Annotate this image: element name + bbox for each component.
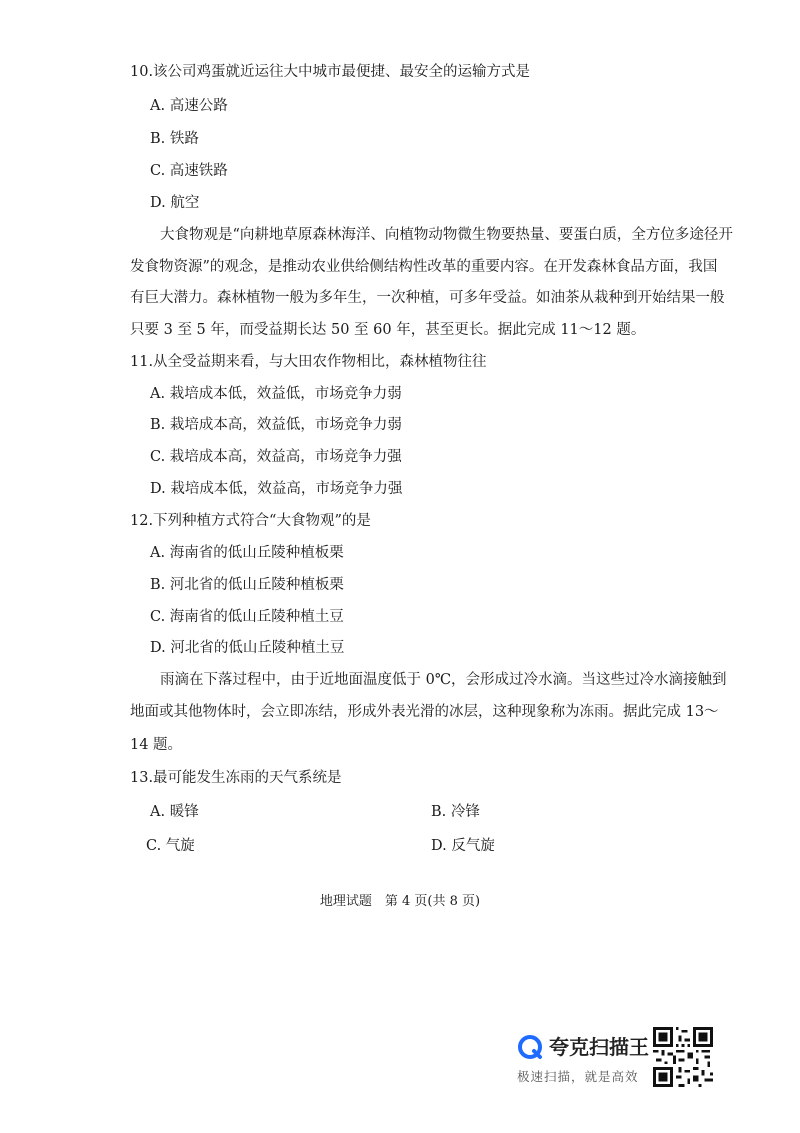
question-11-option-d: D. 栽培成本低，效益高，市场竞争力强	[150, 481, 403, 497]
question-13-option-d: D. 反气旋	[431, 838, 495, 854]
scanner-watermark	[505, 1021, 725, 1099]
question-13-option-c: C. 气旋	[146, 838, 195, 854]
passage-2-line-3: 14 题。	[130, 737, 183, 753]
question-13-option-b: B. 冷锋	[431, 804, 480, 820]
question-10-stem: 10.该公司鸡蛋就近运往大中城市最便捷、最安全的运输方式是	[130, 64, 531, 80]
passage-2-line-2: 地面或其他物体时，会立即冻结，形成外表光滑的冰层，这种现象称为冻雨。据此完成 13～	[130, 704, 719, 720]
question-10-option-d: D. 航空	[150, 195, 200, 211]
question-10-option-c: C. 高速铁路	[150, 163, 228, 179]
passage-1-line-4: 只要 3 至 5 年，而受益期长达 50 至 60 年，甚至更长。据此完成 11～12 题。	[130, 322, 646, 338]
page-footer: 地理试题 第 4 页(共 8 页)	[319, 894, 481, 909]
question-11-stem: 11.从全受益期来看，与大田农作物相比，森林植物往往	[130, 354, 487, 370]
question-12-option-a: A. 海南省的低山丘陵种植板栗	[150, 545, 344, 561]
question-10-option-a: A. 高速公路	[150, 98, 228, 114]
quark-logo-icon	[517, 1034, 543, 1060]
question-13-option-a: A. 暖锋	[150, 804, 199, 820]
question-13-stem: 13.最可能发生冻雨的天气系统是	[130, 770, 342, 786]
question-12-option-c: C. 海南省的低山丘陵种植土豆	[150, 609, 344, 625]
question-12-option-b: B. 河北省的低山丘陵种植板栗	[150, 577, 344, 593]
question-11-option-a: A. 栽培成本低，效益低，市场竞争力弱	[150, 386, 402, 402]
qr-code-icon	[653, 1027, 713, 1087]
question-10-option-b: B. 铁路	[150, 131, 199, 147]
question-11-option-c: C. 栽培成本高，效益高，市场竞争力强	[150, 449, 402, 465]
question-12-option-d: D. 河北省的低山丘陵种植土豆	[150, 640, 345, 656]
passage-1-line-2: 发食物资源”的观念，是推动农业供给侧结构性改革的重要内容。在开发森林食品方面，我国	[130, 259, 718, 275]
passage-1-line-3: 有巨大潜力。森林植物一般为多年生，一次种植，可多年受益。如油茶从栽种到开始结果一般	[130, 290, 725, 306]
question-12-stem: 12.下列种植方式符合“大食物观”的是	[130, 513, 371, 529]
watermark-brand: 夸克扫描王	[549, 1035, 649, 1059]
question-11-option-b: B. 栽培成本高，效益低，市场竞争力弱	[150, 417, 402, 433]
passage-2-line-1: 雨滴在下落过程中，由于近地面温度低于 0℃，会形成过冷水滴。当这些过冷水滴接触到	[160, 672, 727, 688]
watermark-slogan: 极速扫描，就是高效	[517, 1069, 639, 1084]
passage-1-line-1: 大食物观是“向耕地草原森林海洋、向植物动物微生物要热量、要蛋白质，全方位多途径开	[160, 227, 733, 243]
